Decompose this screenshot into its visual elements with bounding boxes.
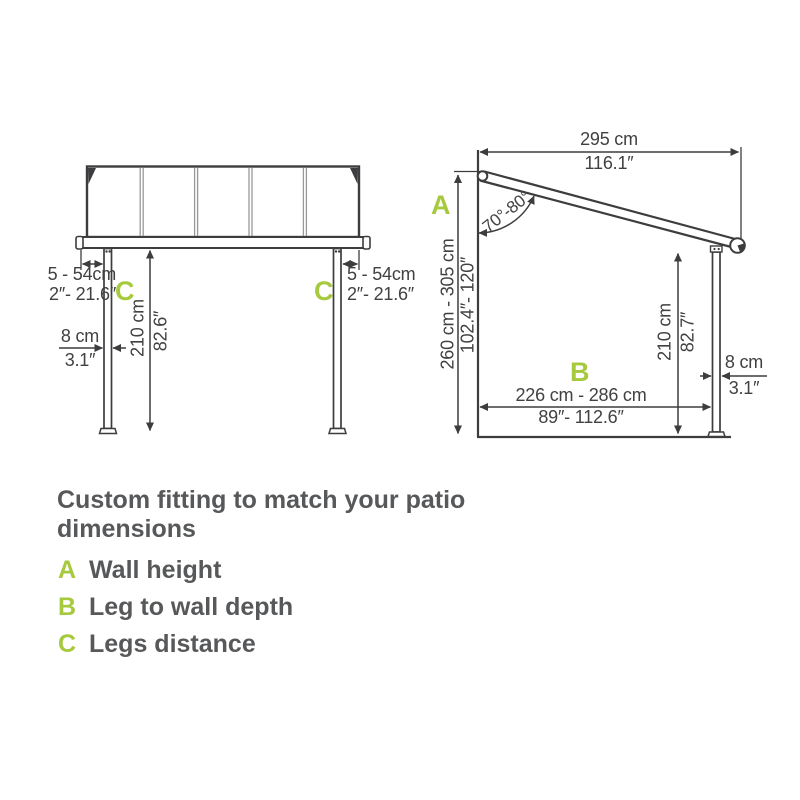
gutter-cap-right (363, 237, 370, 250)
leg-right (334, 249, 342, 429)
legs-distance-key-right: C (314, 276, 334, 306)
caption-heading: Custom fitting to match your patio dimensions (57, 486, 466, 543)
front-overhang-left-in: 2″- 21.6″ (49, 284, 116, 304)
leg-screws (105, 250, 340, 252)
front-overhang-left-cm: 5 - 54cm (47, 264, 116, 284)
side-leg-width-in: 3.1″ (728, 378, 760, 398)
legend-label-wall-height: Wall height (89, 556, 222, 584)
front-leg-width-in: 3.1″ (64, 350, 96, 370)
legend-label-leg-to-wall-depth: Leg to wall depth (89, 593, 294, 621)
front-leg-width-cm: 8 cm (60, 326, 100, 346)
leg-right-foot (329, 429, 346, 434)
side-leg-height-in: 82.7″ (677, 311, 698, 353)
legend-row-legs-distance (58, 630, 256, 659)
gutter-cap-left (76, 237, 83, 250)
side-leg-width-cm: 8 cm (724, 352, 764, 372)
front-overhang-right-in: 2″- 21.6″ (347, 284, 414, 304)
roof-panel (87, 167, 359, 238)
side-wall-height-cm: 260 cm - 305 cm (437, 238, 458, 370)
side-leg-foot (708, 432, 725, 437)
roof-angle-label: 70°-80° (478, 186, 535, 237)
legend-key-c: C (58, 630, 77, 658)
legend-key-a: A (58, 556, 77, 584)
depth-key: B (570, 357, 590, 387)
front-overhang-right-cm: 5 - 54cm (347, 264, 416, 284)
wall-height-key: A (431, 190, 451, 220)
beam-wall-cap (478, 171, 488, 181)
leg-left-foot (100, 429, 117, 434)
legend-row-wall-height (58, 556, 221, 585)
legs-distance-key-left: C (115, 276, 135, 306)
side-depth-cm: 226 cm - 286 cm (515, 385, 647, 405)
side-roof-depth-in: 116.1″ (584, 153, 634, 173)
side-depth-in: 89″- 112.6″ (538, 407, 624, 427)
legend-row-leg-to-wall-depth (58, 593, 293, 622)
side-leg-bracket (711, 246, 723, 252)
side-wall-height-in: 102.4″- 120″ (457, 256, 478, 354)
side-roof-depth-cm: 295 cm (580, 129, 638, 149)
front-leg-height-cm: 210 cm (127, 299, 148, 357)
legend-label-legs-distance: Legs distance (89, 630, 256, 658)
gutter-bar (79, 237, 367, 248)
side-leg (713, 252, 721, 432)
legend-key-b: B (58, 593, 77, 621)
front-leg-height-in: 82.6″ (150, 310, 171, 352)
side-leg-height-cm: 210 cm (654, 303, 675, 361)
